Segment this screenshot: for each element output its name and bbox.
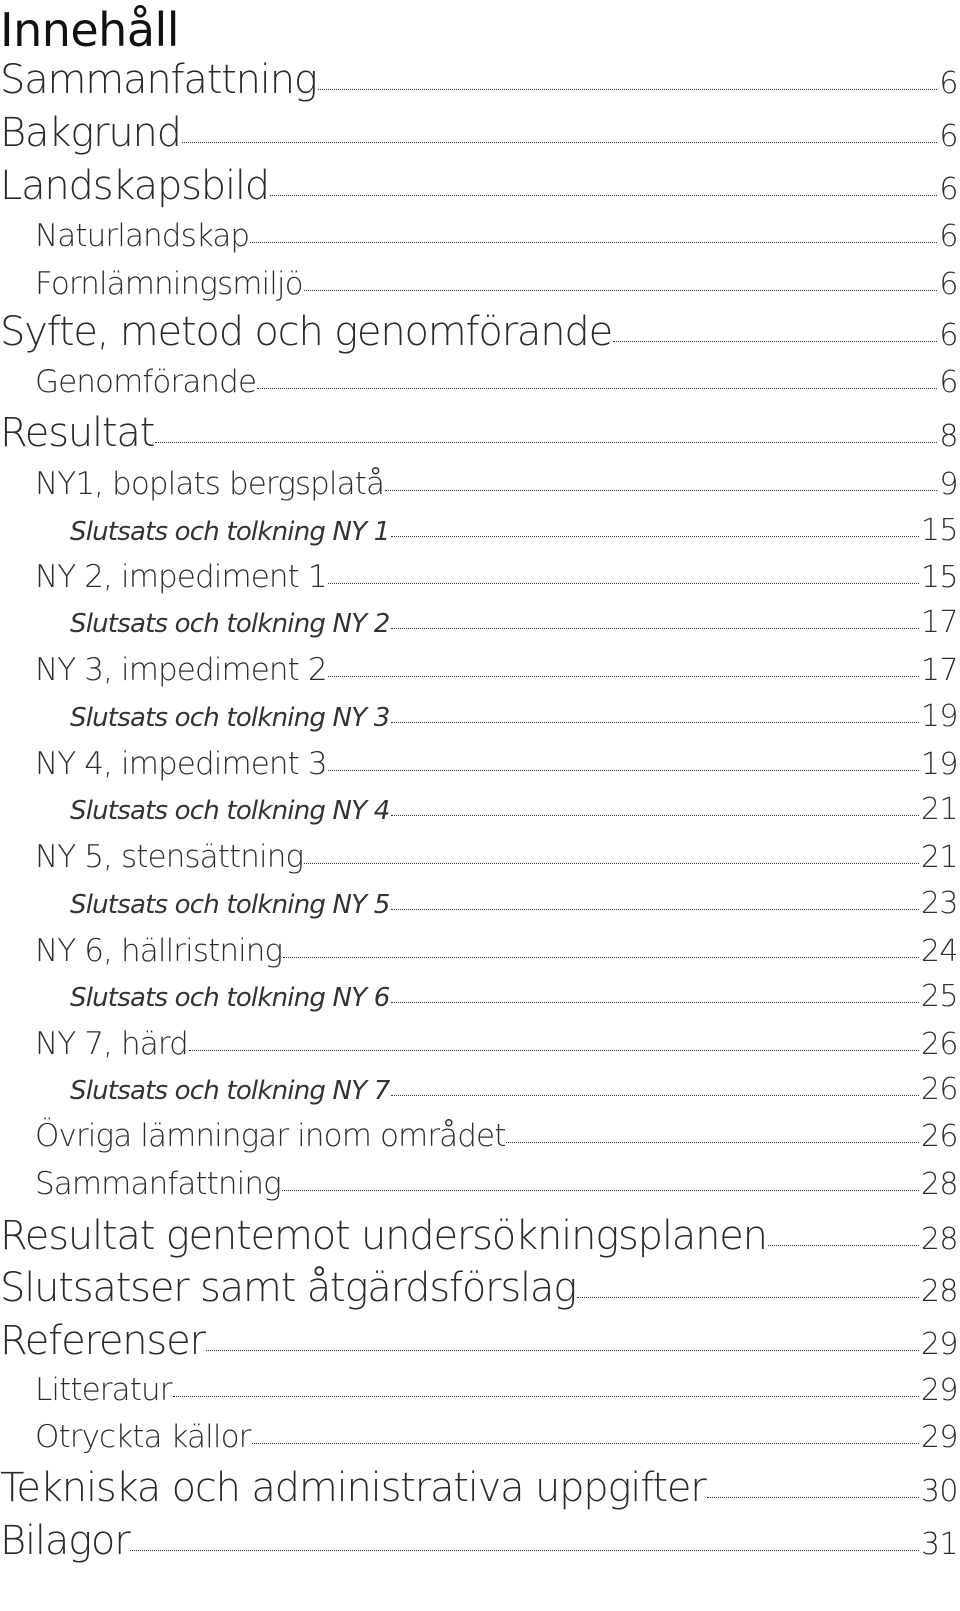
toc-entry[interactable]: [0, 1372, 958, 1409]
toc-entry-label: Naturlandskap: [35, 218, 250, 254]
dot-leader: [282, 1190, 919, 1191]
toc-entry-page-number: 23: [920, 886, 958, 921]
dot-leader: [182, 142, 938, 143]
toc-entry[interactable]: [0, 981, 958, 1014]
dot-leader: [391, 909, 919, 910]
dot-leader: [385, 490, 937, 491]
toc-entry-label: Litteratur: [35, 1372, 172, 1408]
toc-entry-page-number: 17: [920, 605, 958, 640]
toc-entry-label: Slutsatser samt åtgärdsförslag: [0, 1265, 577, 1311]
toc-entry[interactable]: [0, 607, 958, 640]
toc-entry[interactable]: [0, 652, 958, 689]
toc-entry-page-number: 31: [920, 1527, 958, 1562]
toc-entry-label: Fornlämningsmiljö: [35, 266, 303, 302]
toc-entry-page-number: 29: [920, 1420, 958, 1455]
toc-entry-page-number: 15: [920, 560, 958, 595]
dot-leader: [391, 1095, 919, 1096]
dot-leader: [391, 536, 919, 537]
toc-entry-label: Slutsats och tolkning NY 3: [70, 703, 390, 733]
toc-entry-page-number: 15: [920, 513, 958, 548]
toc-entry[interactable]: [0, 794, 958, 827]
toc-entry-page-number: 6: [939, 66, 958, 101]
toc-entry-page-number: 24: [920, 934, 958, 969]
toc-entry-label: NY1, boplats bergsplatå: [35, 466, 385, 502]
toc-entry[interactable]: [0, 1118, 958, 1155]
toc-entry-page-number: 21: [920, 792, 958, 827]
toc-entry-label: Sammanfattning: [35, 1166, 281, 1202]
dot-leader: [283, 957, 919, 958]
toc-entry-label: NY 2, impediment 1: [35, 559, 327, 595]
toc-entry[interactable]: [0, 1419, 958, 1456]
toc-entry-page-number: 26: [920, 1072, 958, 1107]
dot-leader: [391, 815, 919, 816]
toc-entry[interactable]: [0, 701, 958, 734]
toc-entry-page-number: 6: [939, 119, 958, 154]
dot-leader: [257, 388, 937, 389]
toc-entry-page-number: 6: [939, 365, 958, 400]
toc-entry-label: NY 4, impediment 3: [35, 746, 327, 782]
toc-entry-label: Slutsats och tolkning NY 1: [70, 517, 390, 547]
toc-entry[interactable]: [0, 888, 958, 921]
toc-entry[interactable]: [0, 110, 958, 160]
toc-entry[interactable]: [0, 1465, 958, 1515]
toc-entry[interactable]: [0, 309, 958, 359]
toc-entry-page-number: 28: [920, 1167, 958, 1202]
toc-entry-page-number: 26: [920, 1027, 958, 1062]
toc-entry[interactable]: [0, 1074, 958, 1107]
toc-entry-label: NY 7, härd: [35, 1026, 188, 1062]
toc-entry-label: NY 5, stensättning: [35, 839, 304, 875]
dot-leader: [328, 676, 919, 677]
toc-entry-label: Tekniska och administrativa uppgifter: [0, 1465, 706, 1511]
toc-entry-label: Slutsats och tolkning NY 7: [70, 1076, 390, 1106]
toc-entry-page-number: 28: [920, 1274, 958, 1309]
toc-entry-page-number: 6: [939, 267, 958, 302]
dot-leader: [613, 341, 937, 342]
toc-entry-page-number: 17: [920, 653, 958, 688]
dot-leader: [270, 195, 937, 196]
dot-leader: [304, 863, 919, 864]
toc-entry[interactable]: [0, 933, 958, 970]
toc-entry[interactable]: [0, 57, 958, 107]
toc-entry-page-number: 8: [939, 419, 958, 454]
toc-entry-label: Landskapsbild: [0, 163, 269, 209]
toc-entry[interactable]: [0, 746, 958, 783]
toc-entry-page-number: 28: [920, 1222, 958, 1257]
dot-leader: [304, 290, 938, 291]
dot-leader: [130, 1550, 918, 1551]
dot-leader: [391, 722, 919, 723]
toc-entry[interactable]: [0, 1213, 958, 1263]
dot-leader: [250, 242, 937, 243]
dot-leader: [173, 1396, 919, 1397]
dot-leader: [318, 89, 938, 90]
toc-entry[interactable]: [0, 1318, 958, 1368]
toc-entry-label: NY 6, hällristning: [35, 933, 283, 969]
toc-entry-page-number: 21: [920, 840, 958, 875]
dot-leader: [391, 628, 919, 629]
toc-entry[interactable]: [0, 410, 958, 460]
toc-heading: Innehåll: [0, 3, 180, 57]
toc-entry-label: Övriga lämningar inom området: [35, 1118, 506, 1154]
toc-entry-label: Resultat gentemot undersökningsplanen: [0, 1213, 767, 1259]
toc-entry-page-number: 25: [920, 979, 958, 1014]
dot-leader: [768, 1245, 919, 1246]
toc-entry[interactable]: [0, 1166, 958, 1203]
toc-entry-page-number: 19: [920, 699, 958, 734]
toc-entry-label: Genomförande: [35, 364, 257, 400]
toc-entry-label: Bakgrund: [0, 110, 181, 156]
dot-leader: [155, 442, 937, 443]
toc-entry-page-number: 26: [920, 1119, 958, 1154]
toc-entry[interactable]: [0, 163, 958, 213]
toc-entry-label: Bilagor: [0, 1518, 130, 1564]
toc-entry-label: Resultat: [0, 410, 155, 456]
dot-leader: [506, 1142, 918, 1143]
toc-entry-label: Slutsats och tolkning NY 2: [70, 609, 390, 639]
toc-entry[interactable]: [0, 559, 958, 596]
dot-leader: [391, 1002, 919, 1003]
toc-entry-label: Otryckta källor: [35, 1419, 251, 1455]
dot-leader: [328, 770, 919, 771]
toc-entry-label: Referenser: [0, 1318, 205, 1364]
toc-entry[interactable]: [0, 364, 958, 401]
toc-entry-page-number: 30: [920, 1474, 958, 1509]
dot-leader: [577, 1297, 919, 1298]
toc-entry[interactable]: [0, 266, 958, 303]
dot-leader: [252, 1443, 919, 1444]
toc-entry-label: Slutsats och tolkning NY 6: [70, 983, 390, 1013]
dot-leader: [206, 1350, 919, 1351]
toc-entry[interactable]: [0, 218, 958, 255]
toc-entry[interactable]: [0, 515, 958, 548]
toc-entry-label: Syfte, metod och genomförande: [0, 309, 612, 355]
toc-entry-page-number: 6: [939, 172, 958, 207]
toc-entry-page-number: 6: [939, 219, 958, 254]
toc-entry-label: Slutsats och tolkning NY 5: [70, 890, 390, 920]
toc-entry-page-number: 9: [939, 467, 958, 502]
toc-entry[interactable]: [0, 1026, 958, 1063]
toc-entry[interactable]: [0, 839, 958, 876]
toc-entry-label: Slutsats och tolkning NY 4: [70, 796, 390, 826]
toc-entry-page-number: 19: [920, 747, 958, 782]
toc-entry[interactable]: [0, 1265, 958, 1315]
toc-entry[interactable]: [0, 1518, 958, 1568]
dot-leader: [328, 583, 919, 584]
toc-entry[interactable]: [0, 466, 958, 503]
dot-leader: [707, 1497, 919, 1498]
toc-entry-label: NY 3, impediment 2: [35, 652, 327, 688]
toc-entry-page-number: 6: [939, 318, 958, 353]
toc-entry-page-number: 29: [920, 1327, 958, 1362]
dot-leader: [189, 1050, 919, 1051]
toc-entry-page-number: 29: [920, 1373, 958, 1408]
toc-entry-label: Sammanfattning: [0, 57, 317, 103]
